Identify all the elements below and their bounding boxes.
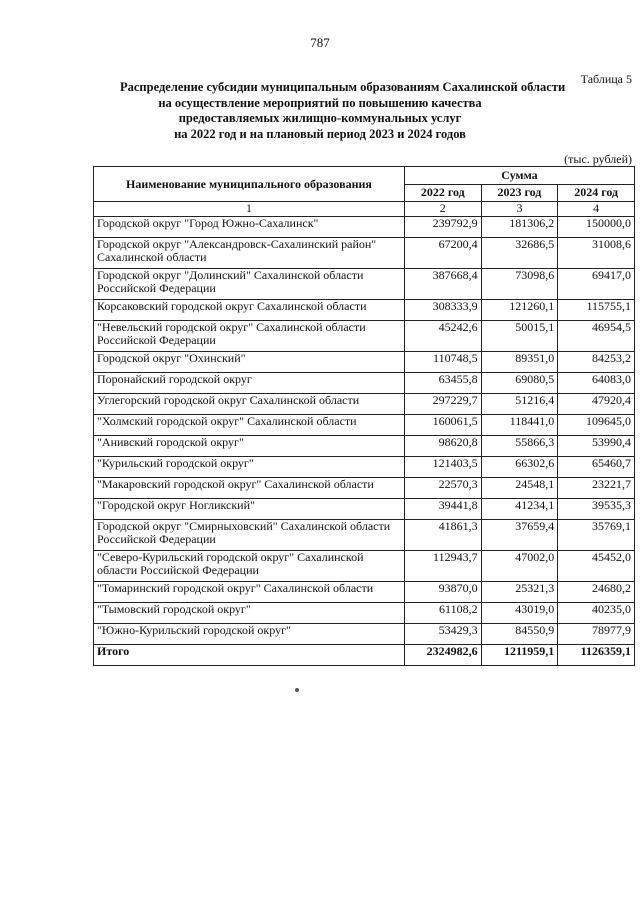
value-2023: 50015,1 [481,321,558,352]
value-2023: 24548,1 [481,478,558,499]
table-row [94,457,635,478]
value-2022: 308333,9 [404,300,481,321]
value-2024: 84253,2 [558,352,635,373]
value-2023: 43019,0 [481,603,558,624]
municipality-name: "Невельский городской округ" Сахалинской области Российской Федерации [94,321,405,352]
value-2023: 89351,0 [481,352,558,373]
table-row [94,499,635,520]
table-row [94,352,635,373]
index-cell: 1 [94,202,405,217]
total-row [94,645,635,666]
municipality-name: Углегорский городской округ Сахалинской области [94,394,405,415]
value-2022: 112943,7 [404,551,481,582]
value-2022: 297229,7 [404,394,481,415]
table-row [94,478,635,499]
value-2023: 84550,9 [481,624,558,645]
title-line: на 2022 год и на плановый период 2023 и 2024 годов [174,126,466,141]
scan-speck [295,688,299,692]
value-2022: 387668,4 [404,269,481,300]
table-row [94,603,635,624]
value-2023: 66302,6 [481,457,558,478]
header-sum: Сумма [404,167,634,185]
header-year-2024: 2024 год [558,184,635,202]
municipality-name: "Городской округ Ногликский" [94,499,405,520]
table-row [94,436,635,457]
title-line: предоставляемых жилищно-коммунальных услуг [178,111,462,125]
value-2023: 73098,6 [481,269,558,300]
value-2024: 150000,0 [558,217,635,238]
total-2023: 1211959,1 [481,645,558,666]
header-name: Наименование муниципального образования [94,167,405,202]
value-2024: 45452,0 [558,551,635,582]
value-2022: 121403,5 [404,457,481,478]
value-2024: 24680,2 [558,582,635,603]
total-label: Итого [94,645,405,666]
municipality-name: "Курильский городской округ" [94,457,405,478]
value-2024: 46954,5 [558,321,635,352]
units-label: (тыс. рублей) [564,152,632,166]
value-2022: 45242,6 [404,321,481,352]
municipality-name: "Томаринский городской округ" Сахалинской области [94,582,405,603]
municipality-name: Городской округ "Долинский" Сахалинской области Российской Федерации [94,269,405,300]
table-row [94,520,635,551]
page-number: 787 [310,35,330,50]
table-row [94,373,635,394]
value-2022: 53429,3 [404,624,481,645]
value-2022: 93870,0 [404,582,481,603]
value-2023: 55866,3 [481,436,558,457]
municipality-name: Корсаковский городской округ Сахалинской области [94,300,405,321]
table-row [94,624,635,645]
value-2023: 37659,4 [481,520,558,551]
table-title [120,80,566,142]
value-2024: 64083,0 [558,373,635,394]
value-2022: 61108,2 [404,603,481,624]
value-2024: 53990,4 [558,436,635,457]
index-cell: 3 [481,202,558,217]
value-2023: 25321,3 [481,582,558,603]
header-year-2023: 2023 год [481,184,558,202]
value-2022: 41861,3 [404,520,481,551]
table-row [94,300,635,321]
value-2024: 39535,3 [558,499,635,520]
municipality-name: Городской округ "Александровск-Сахалинский район" Сахалинской области [94,238,405,269]
municipality-name: "Тымовский городской округ" [94,603,405,624]
municipality-name: "Анивский городской округ" [94,436,405,457]
value-2024: 35769,1 [558,520,635,551]
index-cell: 4 [558,202,635,217]
value-2024: 78977,9 [558,624,635,645]
table-row [94,415,635,436]
value-2022: 110748,5 [404,352,481,373]
municipality-name: Поронайский городской округ [94,373,405,394]
table-row [94,269,635,300]
title-line: на осуществление мероприятий по повышению качества [158,95,482,110]
table-row [94,394,635,415]
table-row [94,238,635,269]
table-row [94,217,635,238]
index-cell: 2 [404,202,481,217]
municipality-name: Городской округ "Охинский" [94,352,405,373]
municipality-name: "Макаровский городской округ" Сахалинской области [94,478,405,499]
total-2024: 1126359,1 [558,645,635,666]
value-2024: 115755,1 [558,300,635,321]
value-2022: 239792,9 [404,217,481,238]
value-2023: 47002,0 [481,551,558,582]
table-row [94,582,635,603]
municipality-name: "Южно-Курильский городской округ" [94,624,405,645]
value-2022: 160061,5 [404,415,481,436]
value-2024: 31008,6 [558,238,635,269]
value-2023: 118441,0 [481,415,558,436]
value-2024: 40235,0 [558,603,635,624]
value-2023: 181306,2 [481,217,558,238]
value-2022: 22570,3 [404,478,481,499]
value-2022: 63455,8 [404,373,481,394]
header-year-2022: 2022 год [404,184,481,202]
municipality-name: Городской округ "Смирныховский" Сахалинской области Российской Федерации [94,520,405,551]
value-2024: 109645,0 [558,415,635,436]
value-2024: 47920,4 [558,394,635,415]
value-2023: 51216,4 [481,394,558,415]
value-2022: 67200,4 [404,238,481,269]
value-2022: 39441,8 [404,499,481,520]
value-2023: 69080,5 [481,373,558,394]
table-row [94,321,635,352]
table-label: Таблица 5 [580,72,632,86]
value-2023: 41234,1 [481,499,558,520]
value-2023: 32686,5 [481,238,558,269]
table-row [94,551,635,582]
title-line: Распределение субсидии муниципальным образованиям Сахалинской области [120,80,566,94]
municipality-name: "Северо-Курильский городской округ" Сахалинской области Российской Федерации [94,551,405,582]
municipality-name: "Холмский городской округ" Сахалинской области [94,415,405,436]
value-2024: 65460,7 [558,457,635,478]
municipality-name: Городской округ "Город Южно-Сахалинск" [94,217,405,238]
value-2024: 23221,7 [558,478,635,499]
value-2023: 121260,1 [481,300,558,321]
subsidy-table [93,166,635,666]
table-body [94,217,635,666]
value-2022: 98620,8 [404,436,481,457]
value-2024: 69417,0 [558,269,635,300]
total-2022: 2324982,6 [404,645,481,666]
